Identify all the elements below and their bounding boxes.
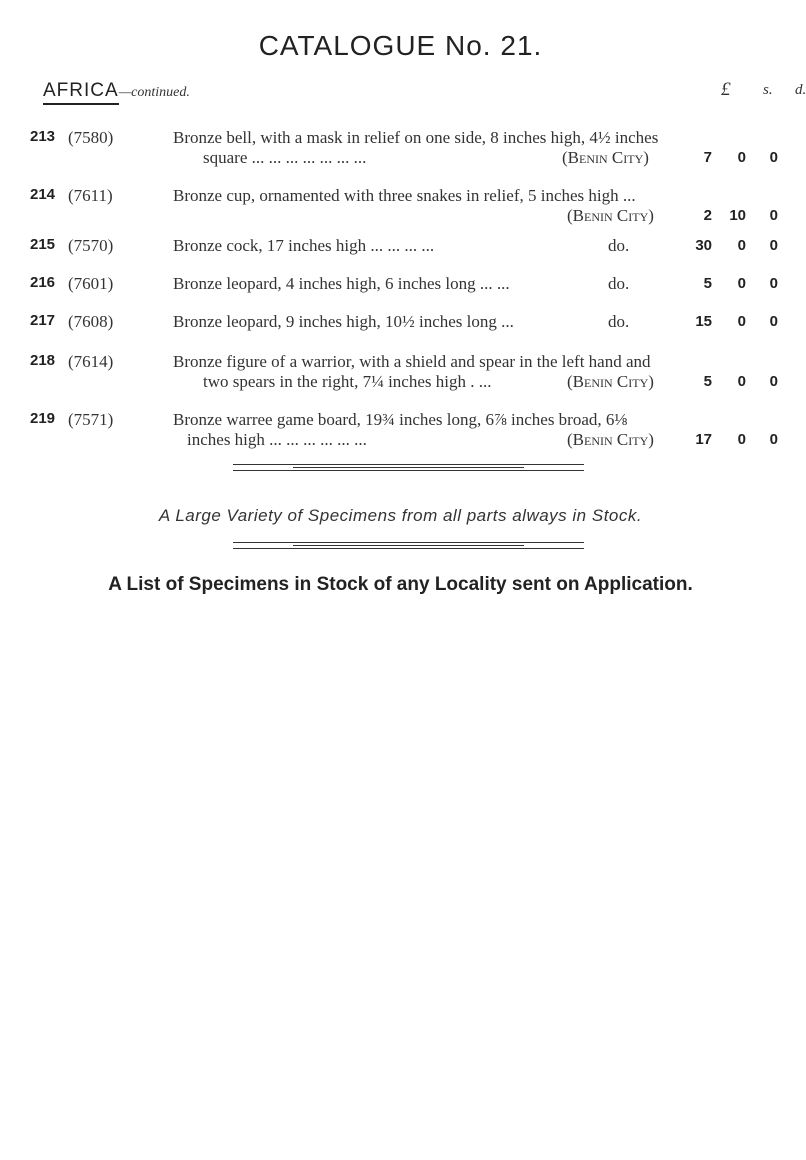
pence-column-header: d.	[795, 82, 806, 98]
page-title: CATALOGUE No. 21.	[258, 30, 543, 61]
pounds-column-header: £	[721, 79, 731, 100]
description-line: Bronze cup, ornamented with three snakes in relief, 5 inches high ...	[173, 186, 636, 205]
reference-number: (7571)	[68, 410, 114, 429]
footer-notice: A List of Specimens in Stock of any Locality sent on Application.	[108, 574, 693, 595]
divider-top	[233, 464, 584, 473]
entry-location: (Benin City)	[567, 372, 654, 391]
lot-number: 219	[30, 410, 56, 427]
price-pence: 0	[769, 313, 778, 330]
entry-location: (Benin City)	[567, 206, 654, 225]
price-pounds: 7	[703, 149, 712, 166]
entry-description	[173, 186, 703, 206]
price-pence: 0	[769, 149, 778, 166]
section-name: AFRICA	[43, 80, 119, 105]
reference-number: (7608)	[68, 312, 114, 331]
price-pence: 0	[769, 207, 778, 224]
section-header	[43, 79, 806, 104]
price-pounds: 30	[695, 237, 712, 254]
description-line: square ... ... ... ... ... ... ...	[203, 148, 367, 167]
section-suffix: —continued.	[118, 85, 190, 100]
price-pence: 0	[769, 237, 778, 254]
price-pence: 0	[769, 373, 778, 390]
reference-number: (7611)	[68, 186, 113, 205]
shillings-column-header: s.	[763, 82, 773, 98]
lot-number: 217	[30, 312, 56, 329]
price-pounds: 5	[703, 275, 712, 292]
reference-number: (7570)	[68, 236, 114, 255]
entry-location: do.	[608, 236, 630, 255]
description-line: two spears in the right, 7¼ inches high . ...	[203, 372, 492, 391]
entry-location: (Benin City)	[567, 430, 654, 449]
price-shillings: 0	[737, 373, 746, 390]
entry-location: do.	[608, 274, 630, 293]
description-line: inches high ... ... ... ... ... ...	[187, 430, 367, 449]
price-shillings: 0	[737, 313, 746, 330]
entry-location: (Benin City)	[562, 148, 649, 167]
price-pounds: 17	[695, 431, 712, 448]
description-line: Bronze leopard, 4 inches high, 6 inches long ... ...	[173, 274, 510, 293]
price-shillings: 0	[737, 431, 746, 448]
lot-number: 218	[30, 352, 56, 369]
description-line: Bronze cock, 17 inches high ... ... ... ...	[173, 236, 435, 255]
price-pounds: 5	[703, 373, 712, 390]
price-pounds: 2	[703, 207, 712, 224]
price-pence: 0	[769, 431, 778, 448]
price-shillings: 0	[737, 275, 746, 292]
divider-bottom	[233, 542, 584, 551]
description-line: Bronze figure of a warrior, with a shield and spear in the left hand and	[173, 352, 651, 371]
tagline: A Large Variety of Specimens from all parts always in Stock.	[158, 506, 643, 525]
lot-number: 214	[30, 186, 56, 203]
description-line: Bronze leopard, 9 inches high, 10½ inches long ...	[173, 312, 514, 331]
reference-number: (7614)	[68, 352, 114, 371]
price-pence: 0	[769, 275, 778, 292]
price-pounds: 15	[695, 313, 712, 330]
reference-number: (7601)	[68, 274, 114, 293]
lot-number: 216	[30, 274, 56, 291]
entry-location: do.	[608, 312, 630, 331]
reference-number: (7580)	[68, 128, 114, 147]
description-line: Bronze bell, with a mask in relief on one side, 8 inches high, 4½ inches	[173, 128, 659, 147]
price-shillings: 0	[737, 237, 746, 254]
price-shillings: 10	[729, 207, 746, 224]
lot-number: 213	[30, 128, 56, 145]
price-shillings: 0	[737, 149, 746, 166]
description-line: Bronze warree game board, 19¾ inches long, 6⅞ inches broad, 6⅛	[173, 410, 628, 429]
lot-number: 215	[30, 236, 56, 253]
